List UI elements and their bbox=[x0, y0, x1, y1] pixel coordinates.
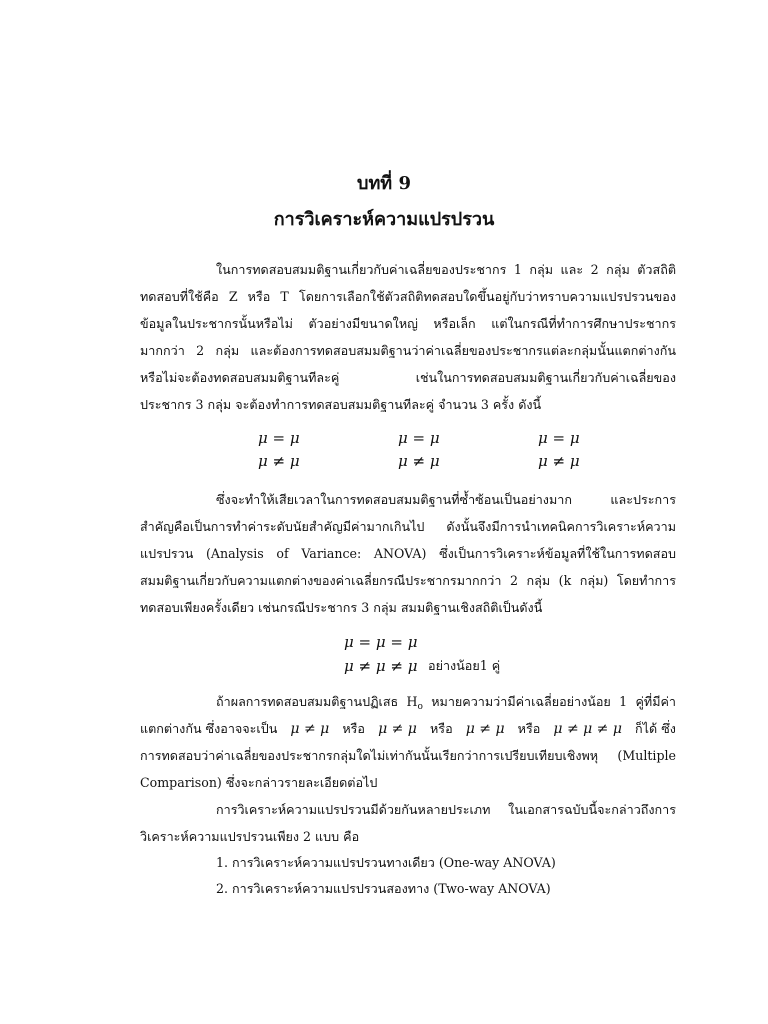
anova-alt-hypothesis: μ ≠ μ ≠ μ bbox=[344, 657, 418, 675]
hypothesis-alt-1: μ ≠ μ bbox=[258, 452, 300, 470]
chapter-heading: บทที่ 9 bbox=[357, 173, 411, 194]
reject-h0-text: ถ้าผลการทดสอบสมมติฐานปฏิเสธ H bbox=[216, 694, 418, 709]
list-item: 2. การวิเคราะห์ความแปรปรวนสองทาง (Two-way ANOVA) bbox=[216, 881, 551, 896]
paragraph-1-line: หรือไม่จะต้องทดสอบสมมติฐานทีละคู่ เช่นในการทดสอบสมมติฐานเกี่ยวกับค่าเฉลี่ยของ bbox=[140, 370, 676, 385]
paragraph-4-line: วิเคราะห์ความแปรปรวนเพียง 2 แบบ คือ bbox=[140, 829, 360, 844]
differ-text-end: ก็ได้ ซึ่ง bbox=[635, 721, 676, 736]
anova-null-hypothesis: μ = μ = μ bbox=[344, 633, 418, 651]
hypothesis-null-1: μ = μ bbox=[258, 429, 300, 447]
paragraph-2-line: สำคัญคือเป็นการทำค่าระดับนัยสำคัญมีค่ามากเกินไป ดังนั้นจึงมีการนำเทคนิคการวิเคราะห์ความ bbox=[140, 519, 676, 534]
paragraph-2-line: แปรปรวน (Analysis of Variance: ANOVA) ซึ่งเป็นการวิเคราะห์ข้อมูลที่ใช้ในการทดสอบ bbox=[140, 546, 676, 561]
or-word: หรือ bbox=[342, 721, 365, 736]
paragraph-2-line: สมมติฐานเกี่ยวกับความแตกต่างของค่าเฉลี่ยกรณีประชากรมากกว่า 2 กลุ่ม (k กลุ่ม) โดยทำการ bbox=[140, 573, 676, 588]
paragraph-3-line-2 bbox=[140, 719, 676, 739]
pair-2-expression: μ ≠ μ bbox=[378, 721, 417, 737]
paragraph-3-line-3: การทดสอบว่าค่าเฉลี่ยของประชากรกลุ่มใดไม่เท่ากันนั้นเรียกว่าการเปรียบเทียบเชิงพหุ (Multiple bbox=[140, 748, 676, 763]
anova-alt-suffix: อย่างน้อย1 คู่ bbox=[428, 658, 501, 673]
or-word: หรือ bbox=[517, 721, 541, 736]
chapter-title: การวิเคราะห์ความแปรปรวน bbox=[273, 209, 495, 230]
paragraph-1-line: มากกว่า 2 กลุ่ม และต้องการทดสอบสมมติฐานว่าค่าเฉลี่ยของประชากรแต่ละกลุ่มนั้นแตกต่างกัน bbox=[140, 343, 676, 358]
h0-subscript: o bbox=[417, 702, 423, 712]
paragraph-4-line: การวิเคราะห์ความแปรปรวนมีด้วยกันหลายประเภท ในเอกสารฉบับนี้จะกล่าวถึงการ bbox=[216, 802, 676, 817]
pair-3-expression: μ ≠ μ bbox=[465, 721, 505, 737]
differ-text: แตกต่างกัน ซึ่งอาจจะเป็น bbox=[140, 721, 278, 736]
pair-1-expression: μ ≠ μ bbox=[290, 721, 330, 737]
paragraph-1-line: ข้อมูลในประชากรนั้นหรือไม่ ตัวอย่างมีขนาดใหญ่ หรือเล็ก แต่ในกรณีที่ทำการศึกษาประชากร bbox=[140, 316, 676, 331]
reject-h0-text-rest: หมายความว่ามีค่าเฉลี่ยอย่างน้อย 1 คู่ที่มีค่า bbox=[422, 694, 676, 709]
hypothesis-alt-2: μ ≠ μ bbox=[398, 452, 440, 470]
paragraph-1-line: ประชากร 3 กลุ่ม จะต้องทำการทดสอบสมมติฐานทีละคู่ จำนวน 3 ครั้ง ดังนี้ bbox=[140, 397, 542, 412]
hypothesis-alt-3: μ ≠ μ bbox=[538, 452, 580, 470]
paragraph-2-line: ซึ่งจะทำให้เสียเวลาในการทดสอบสมมติฐานที่ซ้ำซ้อนเป็นอย่างมาก และประการ bbox=[216, 492, 676, 507]
paragraph-1-line: ทดสอบที่ใช้คือ Z หรือ T โดยการเลือกใช้ตัวสถิติทดสอบใดขึ้นอยู่กับว่าทราบความแปรปรวนของ bbox=[140, 289, 676, 304]
paragraph-3-line-1 bbox=[216, 692, 676, 717]
hypothesis-null-3: μ = μ bbox=[538, 429, 580, 447]
paragraph-2-line: ทดสอบเพียงครั้งเดียว เช่นกรณีประชากร 3 กลุ่ม สมมติฐานเชิงสถิติเป็นดังนี้ bbox=[140, 600, 543, 615]
paragraph-3-line-4: Comparison) ซึ่งจะกล่าวรายละเอียดต่อไป bbox=[140, 775, 378, 790]
hypothesis-null-2: μ = μ bbox=[398, 429, 440, 447]
list-item: 1. การวิเคราะห์ความแปรปรวนทางเดียว (One-way ANOVA) bbox=[216, 855, 556, 870]
or-word: หรือ bbox=[430, 721, 453, 736]
all-differ-expression: μ ≠ μ ≠ μ bbox=[553, 721, 622, 737]
paragraph-1-line: ในการทดสอบสมมติฐานเกี่ยวกับค่าเฉลี่ยของประชากร 1 กลุ่ม และ 2 กลุ่ม ตัวสถิติ bbox=[216, 262, 676, 277]
